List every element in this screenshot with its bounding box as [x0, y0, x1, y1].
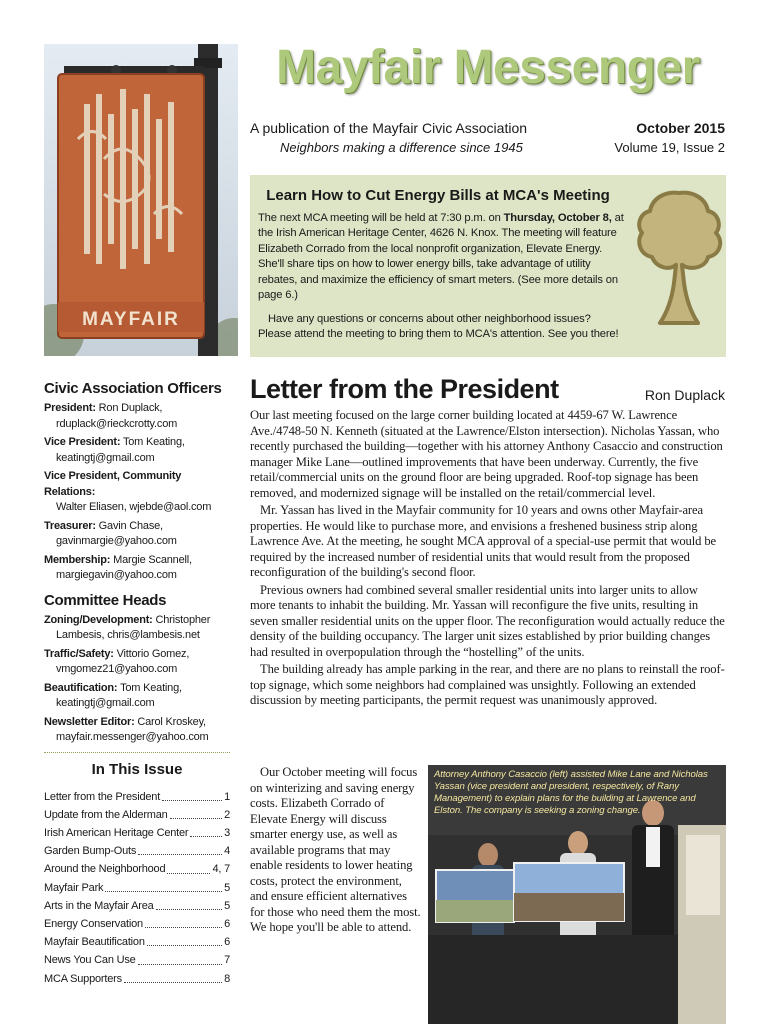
- committee-entry: [44, 647, 230, 678]
- committees-heading: Committee Heads: [44, 591, 167, 609]
- toc-page: 3: [224, 826, 230, 839]
- issue-volume: Volume 19, Issue 2: [614, 140, 725, 155]
- toc-item[interactable]: [44, 806, 230, 824]
- meeting-questions: [258, 312, 634, 343]
- committee-role: Traffic/Safety:: [44, 647, 114, 660]
- toc-page: 8: [224, 972, 230, 985]
- toc-title: Around the Neighborhood: [44, 863, 166, 876]
- toc-page: 4, 7: [212, 863, 230, 876]
- officer-entry: [44, 469, 230, 516]
- officer-entry: [44, 553, 230, 584]
- toc-page: 2: [224, 808, 230, 821]
- toc-item[interactable]: [44, 824, 230, 842]
- toc-title: Update from the Alderman: [44, 808, 168, 821]
- toc-page: 5: [224, 899, 230, 912]
- article-paragraph: Our last meeting focused on the large corner building located at 4459-67 W. Lawrence Ave./4748-50 N. Kenneth (situated at the Lawrence/Elston intersection). Nicholas Yassan, who recently purchased the building—together with his attorney Anthony Casaccio and construction manager Mike Lane—outlined improvements that have been underway. Currently, the five retail/commercial units on the ground floor are being upgraded. Roof-top signage has been removed, and modernized signage will be installed on the retail/commercial level.: [250, 408, 723, 500]
- toc-leader: [138, 951, 222, 964]
- officer-role: Membership:: [44, 553, 111, 566]
- officer-name: Margie Scannell,: [110, 553, 192, 566]
- toc-page: 6: [224, 917, 230, 930]
- toc-leader: [145, 915, 222, 928]
- toc-item[interactable]: [44, 915, 230, 933]
- committee-entry: [44, 613, 230, 644]
- meeting-title: Learn How to Cut Energy Bills at MCA's Meeting: [266, 187, 610, 204]
- officer-email[interactable]: Walter Eliasen, wjebde@aol.com: [56, 501, 212, 513]
- toc-title: Garden Bump-Outs: [44, 845, 137, 858]
- article-body: [250, 408, 726, 711]
- article-paragraph: Mr. Yassan has lived in the Mayfair community for 10 years and owns other Mayfair-area properties. He would like to purchase more, and envisions a freshened business strip along Lawrence Ave. At the meeting, he sought MCA approval of a special-use permit that would be required by the increased number of residential units that would result from the proposed reconfiguration of the building's second floor.: [250, 503, 717, 579]
- toc-leader: [162, 788, 222, 801]
- article-title: Letter from the President: [250, 374, 559, 404]
- toc-item[interactable]: [44, 951, 230, 969]
- officer-email[interactable]: margiegavin@yahoo.com: [56, 569, 177, 581]
- tree-icon: [634, 183, 724, 333]
- meeting-date: Thursday, October 8,: [503, 212, 612, 224]
- officer-entry: [44, 435, 230, 466]
- officer-role: Treasurer:: [44, 519, 96, 532]
- sign-text: MAYFAIR: [82, 309, 180, 330]
- toc-title: Irish American Heritage Center: [44, 826, 189, 839]
- committee-role: Newsletter Editor:: [44, 715, 135, 728]
- toc-title: Letter from the President: [44, 790, 161, 803]
- article-paragraph-final: Our October meeting will focus on winterizing and saving energy costs. Elizabeth Corrado of Elevate Energy will discuss smarter energy use, as well as available programs that may enable residents to lower heating costs, protect the environment, and ensure efficient alternatives for those who need them the most. We hope you'll be able to attend.: [250, 765, 421, 934]
- officer-role: President:: [44, 402, 96, 414]
- toc-page: 7: [224, 954, 230, 967]
- officer-entry: [44, 401, 230, 432]
- officer-name: Gavin Chase,: [95, 519, 163, 532]
- publication-line: A publication of the Mayfair Civic Association: [250, 120, 528, 136]
- officer-role: Vice President, Community Relations:: [44, 470, 182, 498]
- committee-name: Vittorio Gomez,: [113, 647, 190, 660]
- divider: [44, 752, 230, 753]
- masthead-title: Mayfair Messenger: [276, 41, 700, 94]
- toc-item[interactable]: [44, 897, 230, 915]
- toc-title: News You Can Use: [44, 954, 136, 967]
- toc-leader: [124, 970, 222, 983]
- committee-role: Beautification:: [44, 681, 118, 694]
- meeting-ask-line2: Please attend the meeting to bring them to MCA's attention. See you there!: [258, 328, 619, 341]
- committee-entry: [44, 715, 230, 746]
- toc-leader: [105, 879, 222, 892]
- committee-email[interactable]: keatingtj@gmail.com: [56, 697, 155, 709]
- article-author: Ron Duplack: [644, 387, 725, 403]
- toc-leader: [170, 806, 222, 819]
- toc-leader: [190, 824, 222, 837]
- toc-leader: [138, 842, 222, 855]
- meeting-body: at the Irish American Heritage Center, 4626 N. Knox. The meeting will feature Elizabeth Corrado from the local nonprofit organization, Elevate Energy. She'll share tips on how to lower energy bills, take advantage of utility rebates, and maximize the efficiency of smart meters. (See more details on page 6.): [258, 212, 624, 302]
- officer-email[interactable]: keatingtj@gmail.com: [56, 451, 155, 464]
- officer-role: Vice President:: [44, 436, 121, 448]
- committee-email[interactable]: vmgomez21@yahoo.com: [56, 663, 178, 675]
- meeting-photo: [428, 765, 726, 1024]
- toc-title: Mayfair Park: [44, 881, 104, 894]
- officers-heading: Civic Association Officers: [44, 380, 222, 397]
- toc-leader: [147, 933, 222, 946]
- toc-page: 4: [224, 845, 230, 858]
- toc-title: Energy Conservation: [44, 917, 143, 930]
- mayfair-sign-photo: [44, 44, 238, 356]
- meeting-ask-line1: Have any questions or concerns about other neighborhood issues?: [268, 313, 591, 325]
- officer-email[interactable]: gavinmargie@yahoo.com: [56, 535, 177, 547]
- toc-item[interactable]: [44, 933, 230, 951]
- toc-page: 1: [224, 790, 230, 803]
- meeting-details: [258, 211, 624, 303]
- committee-entry: [44, 681, 230, 712]
- officer-name: Tom Keating,: [120, 436, 185, 448]
- committee-email[interactable]: Lambesis, chris@lambesis.net: [56, 629, 200, 641]
- meeting-intro: The next MCA meeting will be held at 7:30 p.m. on: [258, 212, 504, 224]
- sidebar: [44, 380, 230, 988]
- officer-name: Ron Duplack,: [95, 402, 163, 414]
- officer-email[interactable]: rduplack@rieckcrotty.com: [56, 417, 178, 430]
- in-this-issue-heading: In This Issue: [91, 760, 183, 778]
- toc-item[interactable]: [44, 879, 230, 897]
- toc-item[interactable]: [44, 788, 230, 806]
- toc-page: 6: [224, 936, 230, 949]
- toc-leader: [156, 897, 223, 910]
- toc-title: Mayfair Beautification: [44, 936, 145, 949]
- toc-item[interactable]: [44, 842, 230, 860]
- committee-name: Tom Keating,: [117, 681, 182, 694]
- toc-title: Arts in the Mayfair Area: [44, 899, 154, 912]
- committee-name: Christopher: [152, 613, 211, 626]
- officer-entry: [44, 519, 230, 550]
- committee-role: Zoning/Development:: [44, 613, 153, 626]
- committee-name: Carol Kroskey,: [134, 715, 206, 728]
- toc-page: 5: [224, 881, 230, 894]
- mayfair-sign-illustration: [44, 44, 238, 356]
- meeting-announcement-box: [250, 175, 726, 357]
- toc-title: MCA Supporters: [44, 972, 122, 985]
- photo-caption: Attorney Anthony Casaccio (left) assisted Mike Lane and Nicholas Yassan (vice president and president, respectively, of Rany Management) to explain plans for the building at Lawrence and Elston. The company is seeking a zoning change.: [434, 769, 708, 816]
- toc-leader: [167, 860, 210, 873]
- toc-item[interactable]: [44, 860, 230, 878]
- issue-date: October 2015: [636, 120, 725, 136]
- article-paragraph: The building already has ample parking in the rear, and there are no plans to reinstall the roof-top signage, which some neighbors had complained was unsightly. Following an extended discussion by meeting participants, the permit request was unanimously approved.: [250, 662, 725, 707]
- committee-email[interactable]: mayfair.messenger@yahoo.com: [56, 731, 209, 743]
- article-paragraph: Previous owners had combined several smaller residential units into larger units to allow more tenants to inhabit the building. Mr. Yassan will reconfigure the five units, resulting in seven smaller residential units on the upper floor. The reconfiguration would actually reduce the density of the building occupancy. The larger unit sizes established by prior building changes had resulted in overpopulation through the “hostelling” of the units.: [250, 582, 725, 659]
- toc-item[interactable]: [44, 970, 230, 988]
- tagline: Neighbors making a difference since 1945: [280, 140, 523, 155]
